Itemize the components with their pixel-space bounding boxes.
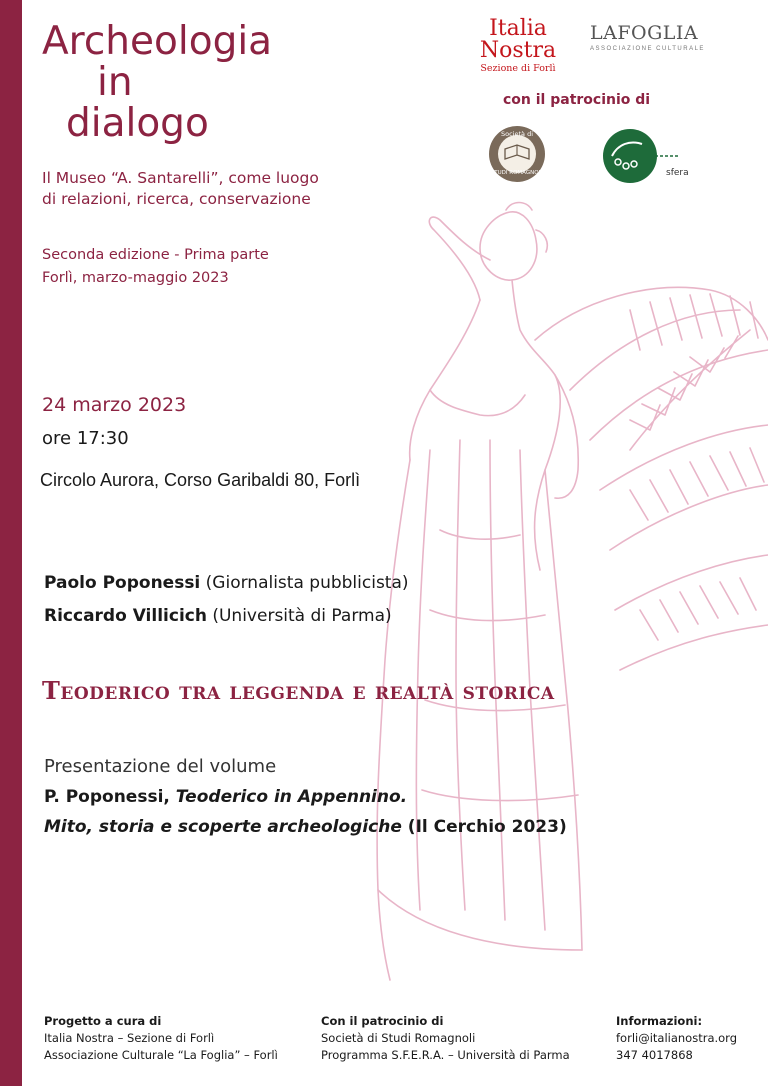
- title-line-2: in: [97, 60, 133, 105]
- footer-organizers-line-1: Italia Nostra – Sezione di Forlì: [44, 1031, 215, 1045]
- wing-upper: [535, 287, 768, 340]
- figure-hair: [506, 203, 547, 253]
- speaker-2: [44, 606, 392, 626]
- footer-patronage-line-2: Programma S.F.E.R.A. – Università di Parma: [321, 1048, 570, 1062]
- title-line-1: Archeologia: [42, 19, 273, 64]
- footer-email[interactable]: forli@italianostra.org: [616, 1031, 738, 1045]
- event-venue: Circolo Aurora, Corso Garibaldi 80, Forlì: [40, 470, 361, 490]
- speaker-1-role: (Giornalista pubblicista): [205, 573, 409, 593]
- la-foglia-sub: ASSOCIAZIONE CULTURALE: [590, 46, 705, 52]
- italia-nostra-logo: [472, 18, 564, 74]
- subtitle-line-2: di relazioni, ricerca, conservazione: [42, 190, 311, 208]
- speaker-2-name: Riccardo Villicich: [44, 606, 207, 626]
- speaker-1-name: Paolo Poponessi: [44, 573, 201, 593]
- societa-top-text: Società di: [500, 130, 533, 138]
- footer-patronage-line-1: Società di Studi Romagnoli: [321, 1031, 476, 1045]
- palm-frond: [630, 330, 750, 450]
- footer-organizers: [44, 1013, 278, 1064]
- footer-organizers-line-2: Associazione Culturale “La Foglia” – Forlì: [44, 1048, 278, 1062]
- subtitle-line-1: Il Museo “A. Santarelli”, come luogo: [42, 169, 319, 187]
- speaker-2-role: (Università di Parma): [212, 606, 392, 626]
- societa-studi-romagnoli-logo: [488, 125, 546, 183]
- book-line-1: [44, 787, 407, 807]
- footer-patronage-heading: Con il patrocinio di: [321, 1014, 444, 1028]
- subtitle: [42, 168, 319, 210]
- footer-info: [616, 1013, 737, 1064]
- footer-organizers-heading: Progetto a cura di: [44, 1014, 162, 1028]
- italia-nostra-sub: Sezione di Forlì: [480, 63, 556, 74]
- sfera-name: sfera: [666, 168, 689, 178]
- italia-nostra-line-1: Italia: [489, 16, 547, 41]
- footer-info-heading: Informazioni:: [616, 1014, 703, 1028]
- edition-info: [42, 244, 269, 290]
- event-time: ore 17:30: [42, 428, 129, 449]
- speaker-1: [44, 573, 409, 593]
- edition-line-2: Forlì, marzo-maggio 2023: [42, 270, 229, 286]
- book-title-part-2: Mito, storia e scoperte archeologiche: [44, 817, 402, 837]
- presentation-intro: Presentazione del volume: [44, 756, 277, 777]
- la-foglia-logo: [590, 22, 705, 52]
- book-title-part-1: Teoderico in Appennino.: [175, 787, 408, 807]
- la-foglia-name: LAFOGLIA: [590, 22, 699, 44]
- italia-nostra-line-2: Nostra: [479, 38, 557, 63]
- book-author: P. Poponessi,: [44, 787, 176, 807]
- title-line-3: dialogo: [66, 101, 209, 146]
- wing-lower: [600, 425, 768, 670]
- book-publisher: (Il Cerchio 2023): [401, 817, 567, 837]
- footer-patronage: [321, 1013, 570, 1064]
- figure-head: [480, 212, 537, 280]
- patronage-label: con il patrocinio di: [503, 92, 651, 108]
- book-line-2: [44, 817, 567, 837]
- event-date: 24 marzo 2023: [42, 394, 187, 416]
- societa-bottom-text: STUDI ROMAGNOLI: [490, 170, 544, 176]
- sfera-logo: [600, 126, 690, 186]
- figure-torso: [512, 280, 560, 570]
- left-accent-bar: [0, 0, 22, 1086]
- figure-lower-arm: [555, 375, 578, 498]
- edition-line-1: Seconda edizione - Prima parte: [42, 247, 269, 263]
- footer-phone[interactable]: 347 4017868: [616, 1048, 693, 1062]
- event-headline: Teoderico tra leggenda e realtà storica: [42, 676, 555, 705]
